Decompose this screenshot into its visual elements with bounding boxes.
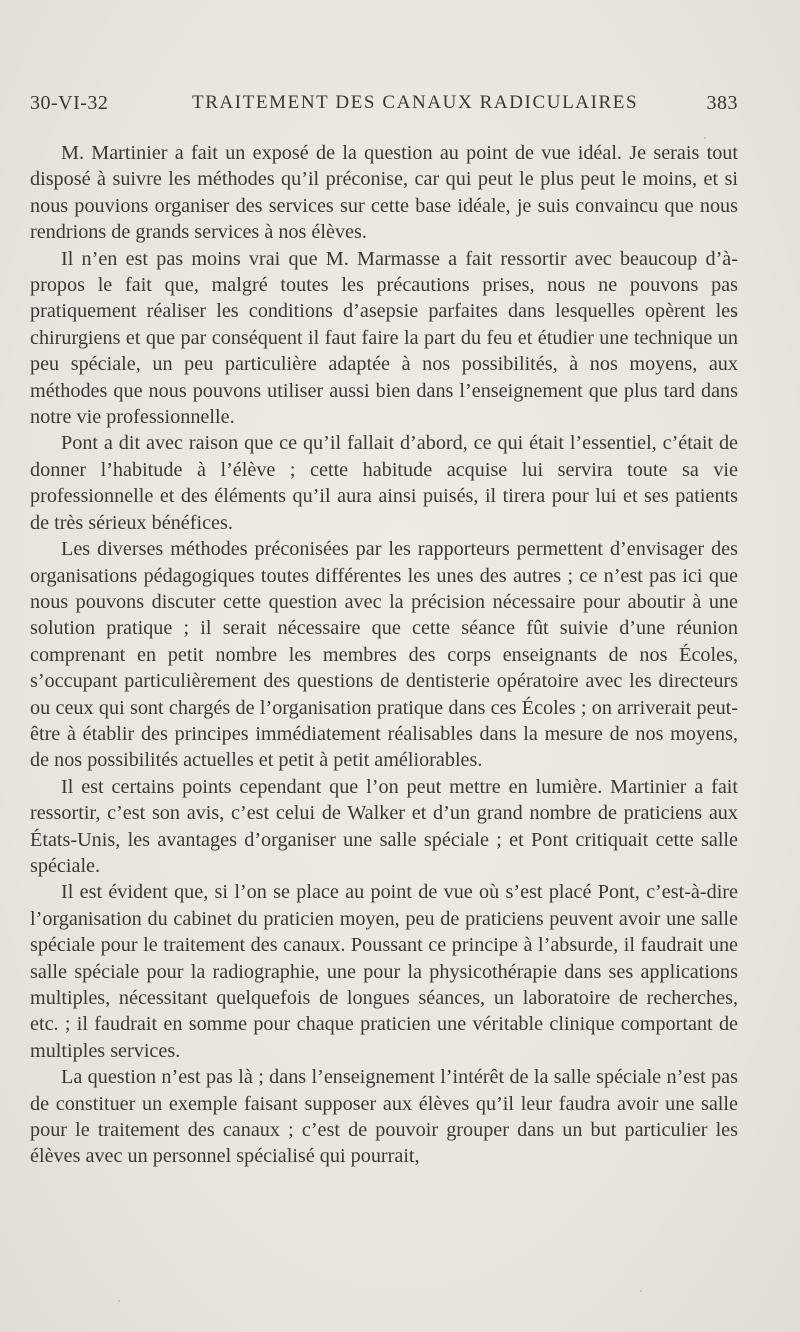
header-title: TRAITEMENT DES CANAUX RADICULAIRES: [192, 92, 639, 113]
paragraph-7: La question n’est pas là ; dans l’enseignement l’intérêt de la salle spéciale n’est pas de constituer un exemple faisant supposer aux élèves qu’il leur faudra avoir une salle pour le traitement des canaux ; c’est de pouvoir grouper dans un but particulier les élèves avec un personnel spécialisé qui pourrait,: [30, 1066, 738, 1168]
paragraph-6: Il est évident que, si l’on se place au point de vue où s’est placé Pont, c’est-à-dire l’organisation du cabinet du praticien moyen, peu de praticiens peuvent avoir une salle spéciale pour le traitement des canaux. Poussant ce principe à l’absurde, il faudrait une salle spéciale pour la radiographie, une pour la physicothérapie dans ses applications multiples, nécessitant quelquefois de longues séances, un laboratoire de recherches, etc. ; il faudrait en somme pour chaque praticien une véritable clinique comportant de multiples services.: [30, 881, 738, 1062]
header-date: 30-VI-32: [30, 92, 109, 114]
paragraph-4: Les diverses méthodes préconisées par les rapporteurs permettent d’envisager des organisations pédagogiques toutes différentes les unes des autres ; ce n’est pas ici que nous pouvons discuter cette question avec la précision nécessaire pour aboutir à une solution pratique ; il serait nécessaire que cette séance fût suivie d’une réunion comprenant en petit nombre les membres des corps enseignants de nos Écoles, s’occupant particulièrement des questions de dentisterie opératoire avec les directeurs ou ceux qui sont chargés de l’organisation pratique dans ces Écoles ; on arriverait peut-être à établir des principes immédiatement réalisables dans la mesure de nos moyens, de nos possibilités actuelles et petit à petit améliorables.: [30, 538, 738, 772]
paragraph-3: Pont a dit avec raison que ce qu’il fallait d’abord, ce qui était l’essentiel, c’était de donner l’habitude à l’élève ; cette habitude acquise lui servira toute sa vie professionnelle et des éléments qu’il aura ainsi puisés, il tirera pour lui et ses patients de très sérieux bénéfices.: [30, 432, 738, 534]
paragraph-2: Il n’en est pas moins vrai que M. Marmasse a fait ressortir avec beaucoup d’à-propos le fait que, malgré toutes les précautions prises, nous ne pouvons pas pratiquement réaliser les conditions d’asepsie parfaites dans lesquelles opèrent les chirurgiens et que par conséquent il faut faire la part du feu et étudier une technique un peu spéciale, un peu particulière adaptée à nos possibilités, à nos moyens, aux méthodes que nous pouvons utiliser aussi bien dans l’enseignement que plus tard dans notre vie professionnelle.: [30, 247, 738, 429]
paragraph-1: M. Martinier a fait un exposé de la question au point de vue idéal. Je serais tout disposé à suivre les méthodes qu’il préconise, car qui peut le plus peut le moins, et si nous pouvions organiser des services sur cette base idéale, je suis convaincu que nous rendrions de grands services à nos élèves.: [30, 142, 738, 244]
page-number: 383: [706, 92, 738, 114]
body-text: [30, 140, 738, 1170]
paragraph-5: Il est certains points cependant que l’on peut mettre en lumière. Martinier a fait ressortir, c’est son avis, c’est celui de Walker et d’un grand nombre de praticiens aux États-Unis, les avantages d’organiser une salle spéciale ; et Pont critiquait cette salle spéciale.: [30, 775, 738, 877]
running-header: [30, 92, 738, 122]
